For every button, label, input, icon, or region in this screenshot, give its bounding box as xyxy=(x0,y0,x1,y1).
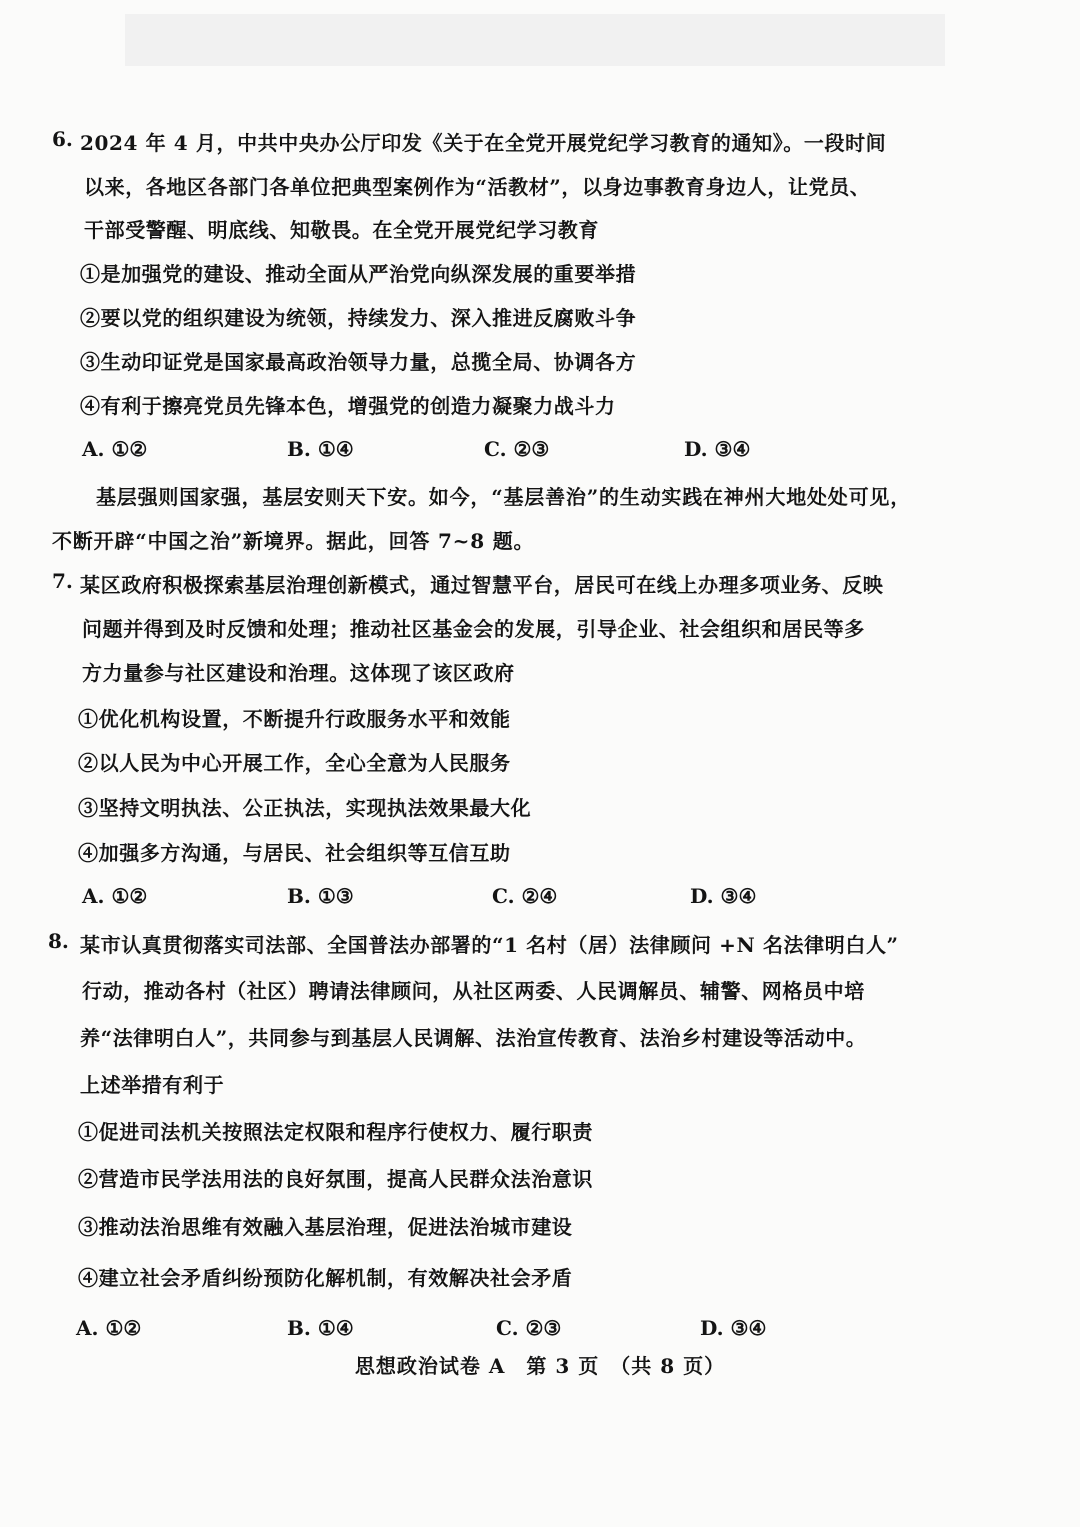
q8-choice-a: A. ①② xyxy=(76,1316,142,1340)
page-footer: 思想政治试卷 A 第 3 页 （共 8 页） xyxy=(354,1354,726,1378)
q7-stem-line-2: 问题并得到及时反馈和处理；推动社区基金会的发展，引导企业、社会组织和居民等多 xyxy=(82,617,865,641)
q7-option-3: ③坚持文明执法、公正执法，实现执法效果最大化 xyxy=(78,796,532,820)
q8-stem-line-2: 行动，推动各村（社区）聘请法律顾问，从社区两委、人民调解员、辅警、网格员中培 xyxy=(82,979,865,1003)
q7-choice-c: C. ②④ xyxy=(492,884,558,908)
q8-option-3: ③推动法治思维有效融入基层治理，促进法治城市建设 xyxy=(78,1215,573,1239)
q8-number: 8. xyxy=(48,929,69,953)
q7-option-2: ②以人民为中心开展工作，全心全意为人民服务 xyxy=(78,751,511,775)
q6-stem-line-2: 以来，各地区各部门各单位把典型案例作为“活教材”，以身边事教育身边人，让党员、 xyxy=(84,175,871,199)
material-line-1: 基层强则国家强，基层安则天下安。如今，“基层善治”的生动实践在神州大地处处可见， xyxy=(96,485,912,509)
material-line-2: 不断开辟“中国之治”新境界。据此，回答 7~8 题。 xyxy=(52,529,535,553)
q8-choice-b: B. ①④ xyxy=(287,1316,354,1340)
q6-choice-c: C. ②③ xyxy=(484,437,550,461)
q8-stem-line-4: 上述举措有利于 xyxy=(80,1073,225,1097)
q7-stem-line-1: 某区政府积极探索基层治理创新模式，通过智慧平台，居民可在线上办理多项业务、反映 xyxy=(80,573,884,597)
q6-option-1: ①是加强党的建设、推动全面从严治党向纵深发展的重要举措 xyxy=(80,262,637,286)
q6-number: 6. xyxy=(52,127,73,151)
q7-option-1: ①优化机构设置，不断提升行政服务水平和效能 xyxy=(78,707,511,731)
q6-choice-d: D. ③④ xyxy=(684,437,751,461)
q7-number: 7. xyxy=(52,569,73,593)
q6-stem-line-3: 干部受警醒、明底线、知敬畏。在全党开展党纪学习教育 xyxy=(84,218,599,242)
q6-choice-a: A. ①② xyxy=(82,437,148,461)
q7-choice-a: A. ①② xyxy=(82,884,148,908)
q6-option-3: ③生动印证党是国家最高政治领导力量，总揽全局、协调各方 xyxy=(80,350,637,374)
q8-stem-line-3: 养“法律明白人”，共同参与到基层人民调解、法治宣传教育、法治乡村建设等活动中。 xyxy=(80,1026,867,1050)
header-blank-area xyxy=(125,14,945,66)
q7-option-4: ④加强多方沟通，与居民、社会组织等互信互助 xyxy=(78,841,511,865)
q8-choice-c: C. ②③ xyxy=(496,1316,562,1340)
q8-choice-d: D. ③④ xyxy=(700,1316,767,1340)
q7-choice-b: B. ①③ xyxy=(287,884,354,908)
q8-stem-line-1: 某市认真贯彻落实司法部、全国普法办部署的“1 名村（居）法律顾问 +N 名法律明白人” xyxy=(80,933,899,957)
q6-stem-line-1: 2024 年 4 月，中共中央办公厅印发《关于在全党开展党纪学习教育的通知》。一段时间 xyxy=(80,131,887,155)
q8-option-2: ②营造市民学法用法的良好氛围，提高人民群众法治意识 xyxy=(78,1167,593,1191)
q8-option-1: ①促进司法机关按照法定权限和程序行使权力、履行职责 xyxy=(78,1120,593,1144)
q8-option-4: ④建立社会矛盾纠纷预防化解机制，有效解决社会矛盾 xyxy=(78,1266,573,1290)
q7-choice-d: D. ③④ xyxy=(690,884,757,908)
q6-option-2: ②要以党的组织建设为统领，持续发力、深入推进反腐败斗争 xyxy=(80,306,637,330)
q6-option-4: ④有利于擦亮党员先锋本色，增强党的创造力凝聚力战斗力 xyxy=(80,394,616,418)
q6-choice-b: B. ①④ xyxy=(287,437,354,461)
q7-stem-line-3: 方力量参与社区建设和治理。这体现了该区政府 xyxy=(82,661,515,685)
